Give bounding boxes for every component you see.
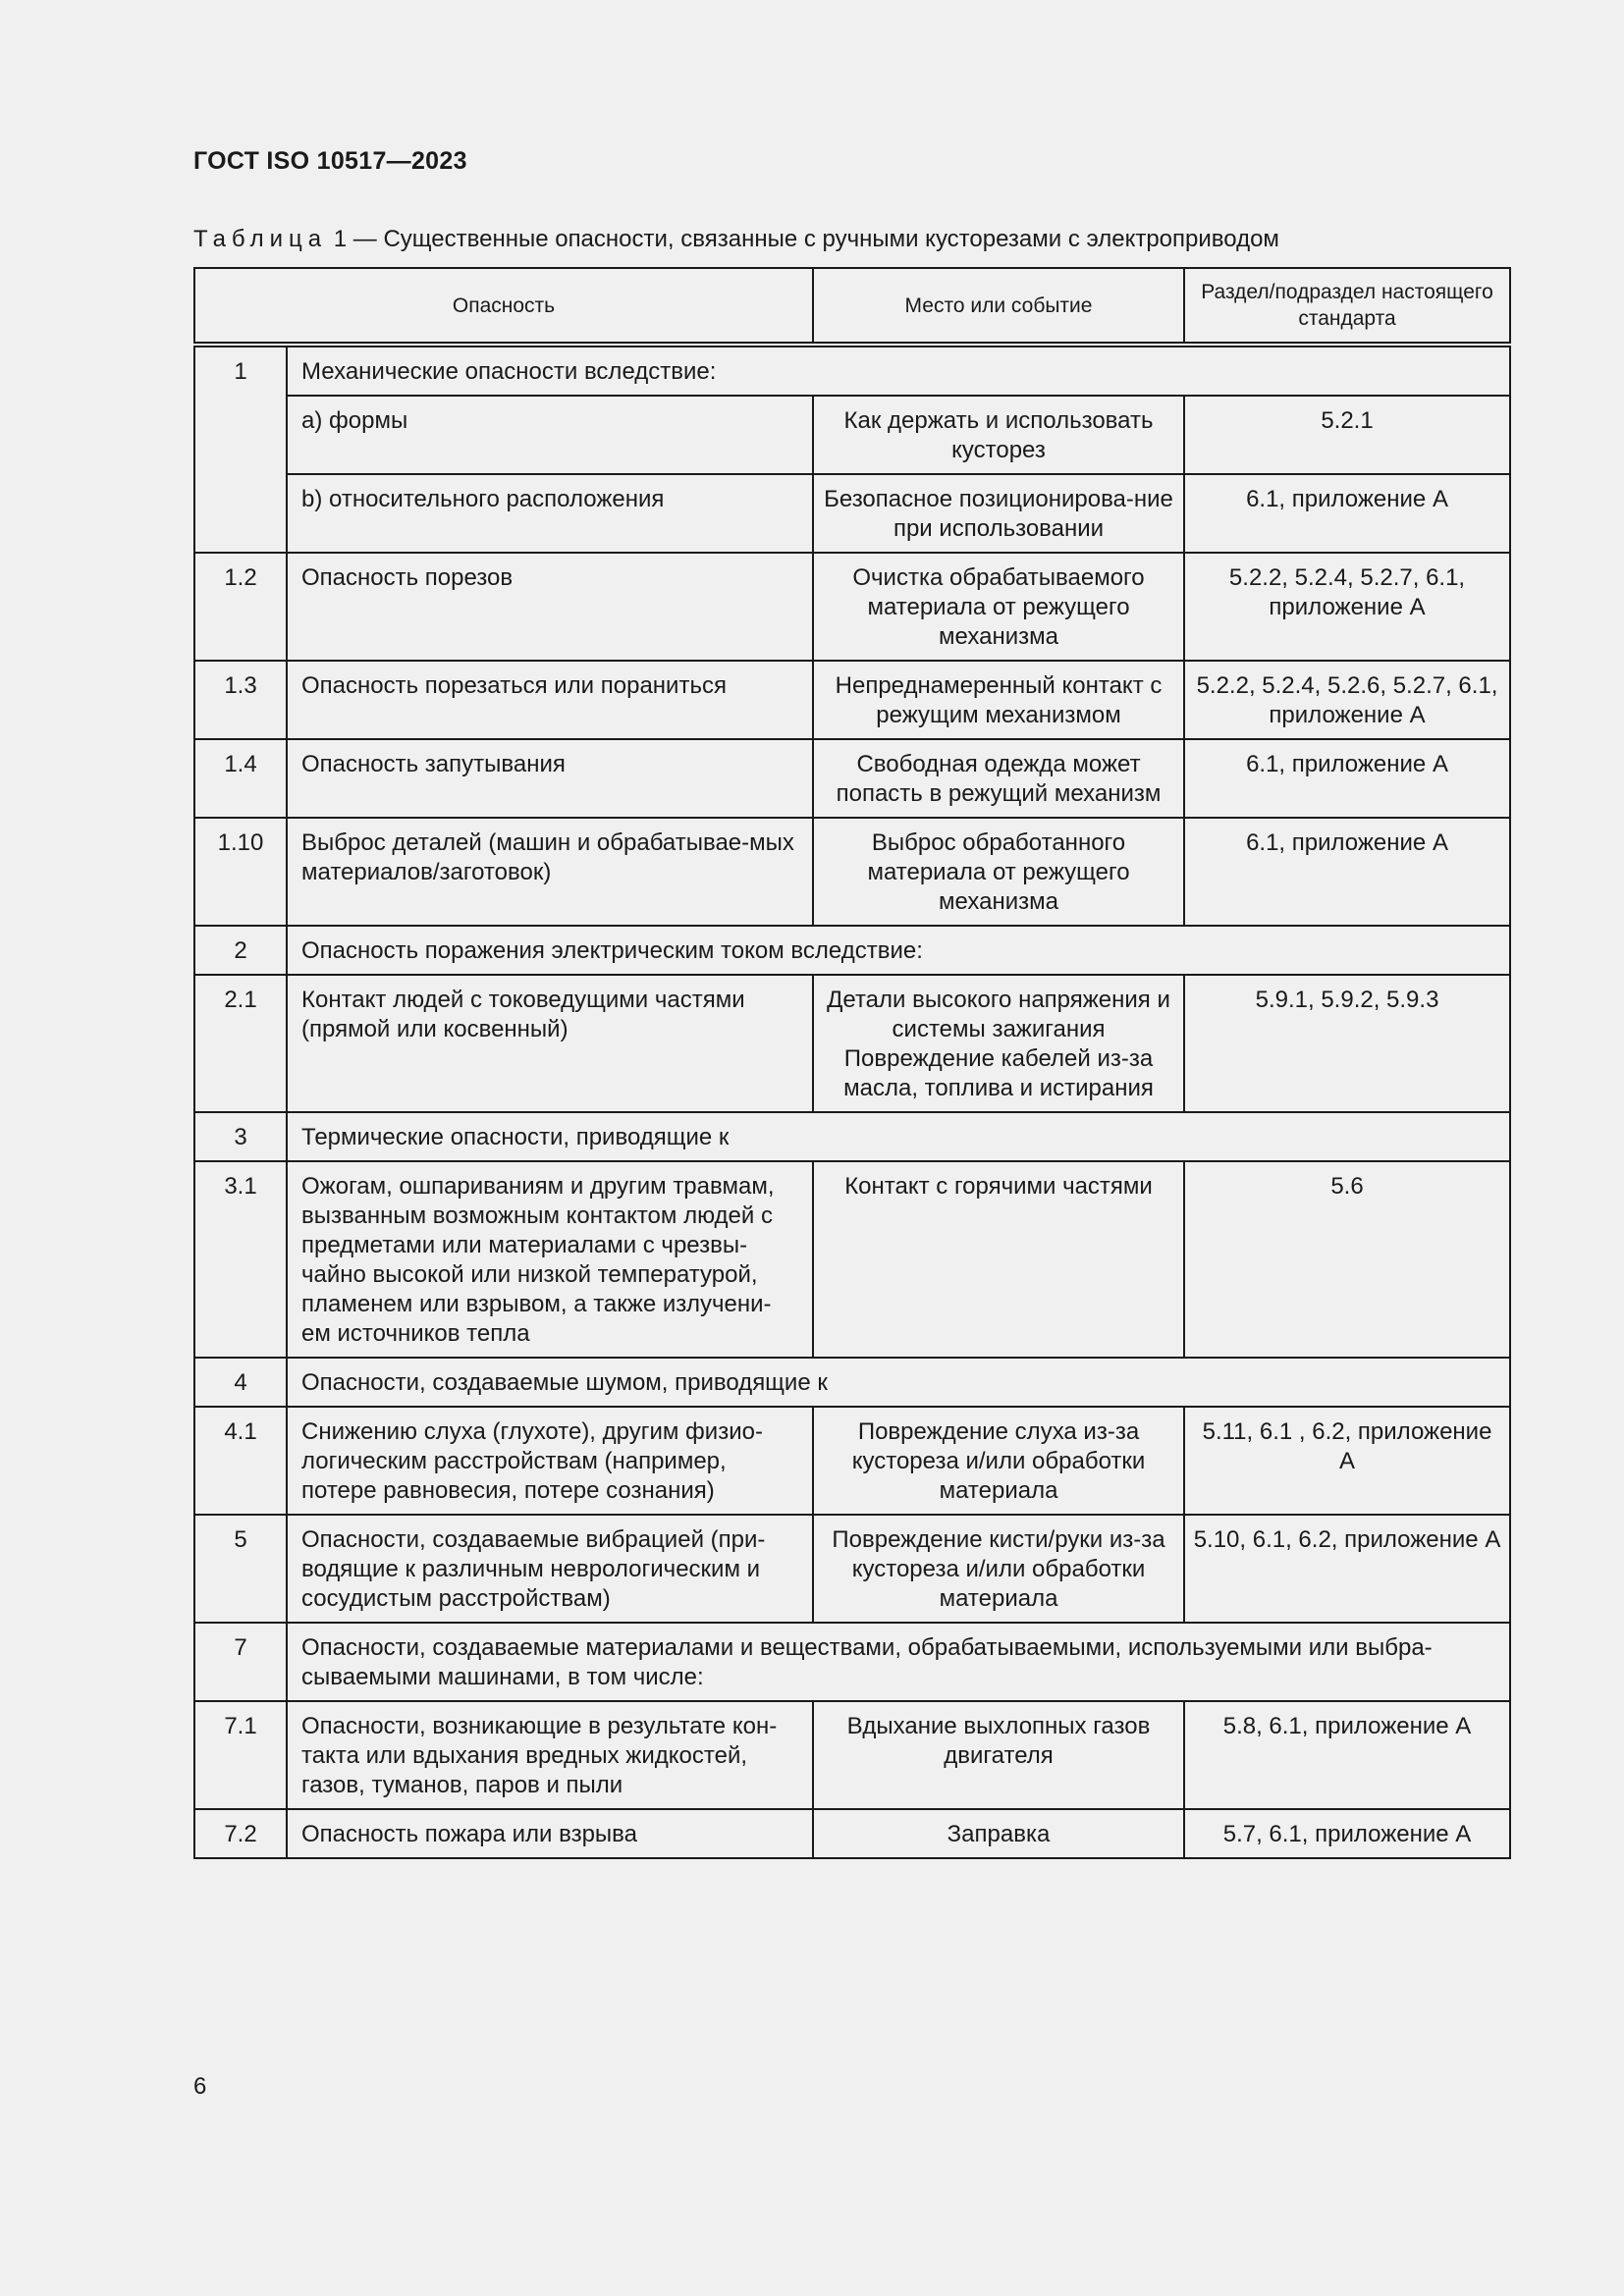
- cell-number: 3.1: [194, 1161, 287, 1358]
- cell-reference: 5.11, 6.1 , 6.2, приложение А: [1184, 1407, 1510, 1515]
- cell-location: Как держать и использовать кусторез: [813, 396, 1184, 474]
- cell-location: Повреждение кисти/руки из-за кустореза и/или обработки материала: [813, 1515, 1184, 1623]
- cell-number: 5: [194, 1515, 287, 1623]
- cell-number: 4.1: [194, 1407, 287, 1515]
- cell-reference: 5.2.1: [1184, 396, 1510, 474]
- table-caption-text: 1 — Существенные опасности, связанные с ручными кусторезами с электроприводом: [333, 226, 1279, 252]
- cell-hazard: Опасность порезаться или пораниться: [287, 661, 813, 739]
- cell-location: Непреднамеренный контакт с режущим механизмом: [813, 661, 1184, 739]
- cell-reference: 5.8, 6.1, приложение А: [1184, 1701, 1510, 1809]
- cell-reference: 5.10, 6.1, 6.2, приложение А: [1184, 1515, 1510, 1623]
- cell-hazard: b) относительного расположения: [287, 474, 813, 553]
- cell-hazard: Опасности, возникающие в результате кон-такта или вдыхания вредных жидкостей, газов, туманов, паров и пыли: [287, 1701, 813, 1809]
- table-row: [194, 553, 1510, 661]
- cell-hazard: Опасности, создаваемые материалами и веществами, обрабатываемыми, используемыми или выбра-сываемыми машинами, в том числе:: [287, 1623, 1510, 1701]
- cell-number: 3: [194, 1112, 287, 1161]
- cell-hazard: Опасность порезов: [287, 553, 813, 661]
- cell-number: 7.1: [194, 1701, 287, 1809]
- hazard-table: [193, 267, 1511, 1859]
- table-row: [194, 1161, 1510, 1358]
- cell-reference: 5.9.1, 5.9.2, 5.9.3: [1184, 975, 1510, 1112]
- cell-hazard: Снижению слуха (глухоте), другим физио-логическим расстройствам (например, потере равновесия, потере сознания): [287, 1407, 813, 1515]
- table-body: [194, 345, 1510, 1858]
- cell-hazard: Опасности, создаваемые шумом, приводящие к: [287, 1358, 1510, 1407]
- header-hazard: Опасность: [194, 268, 813, 345]
- cell-number: 4: [194, 1358, 287, 1407]
- cell-hazard: Термические опасности, приводящие к: [287, 1112, 1510, 1161]
- table-row: [194, 1407, 1510, 1515]
- cell-location: Детали высокого напряжения и системы зажигания Повреждение кабелей из-за масла, топлива и истирания: [813, 975, 1184, 1112]
- cell-reference: 6.1, приложение А: [1184, 474, 1510, 553]
- cell-reference: 5.2.2, 5.2.4, 5.2.7, 6.1, приложение А: [1184, 553, 1510, 661]
- cell-location: Повреждение слуха из-за кустореза и/или обработки материала: [813, 1407, 1184, 1515]
- cell-hazard: Выброс деталей (машин и обрабатывае-мых материалов/заготовок): [287, 818, 813, 926]
- cell-reference: 5.7, 6.1, приложение А: [1184, 1809, 1510, 1858]
- table-row: [194, 926, 1510, 975]
- header-reference: Раздел/подраздел настоящего стандарта: [1184, 268, 1510, 345]
- cell-number: 1.10: [194, 818, 287, 926]
- table-row: [194, 975, 1510, 1112]
- cell-hazard: Опасность пожара или взрыва: [287, 1809, 813, 1858]
- cell-number: 7: [194, 1623, 287, 1701]
- table-row: [194, 1809, 1510, 1858]
- header-location: Место или событие: [813, 268, 1184, 345]
- table-header-row: [194, 268, 1510, 345]
- cell-location: Заправка: [813, 1809, 1184, 1858]
- table-caption-label: Таблица: [193, 226, 328, 252]
- cell-reference: 5.6: [1184, 1161, 1510, 1358]
- cell-reference: 6.1, приложение А: [1184, 818, 1510, 926]
- cell-location: Свободная одежда может попасть в режущий механизм: [813, 739, 1184, 818]
- cell-location: Безопасное позиционирова-ние при использовании: [813, 474, 1184, 553]
- table-row: [194, 1623, 1510, 1701]
- cell-hazard: Ожогам, ошпариваниям и другим травмам, вызванным возможным контактом людей с предметами или материалами с чрезвы-чайно высокой или низкой температурой, пламенем или взрывом, а также излучени-ем источников тепла: [287, 1161, 813, 1358]
- table-row: [194, 1112, 1510, 1161]
- cell-hazard: Опасность запутывания: [287, 739, 813, 818]
- document-id: ГОСТ ISO 10517—2023: [193, 147, 467, 175]
- cell-location: Очистка обрабатываемого материала от режущего механизма: [813, 553, 1184, 661]
- cell-number: 2.1: [194, 975, 287, 1112]
- cell-location: Выброс обработанного материала от режущего механизма: [813, 818, 1184, 926]
- table-row: [194, 1358, 1510, 1407]
- table-row: [194, 1515, 1510, 1623]
- table-row: [194, 818, 1510, 926]
- cell-number: 2: [194, 926, 287, 975]
- cell-hazard: a) формы: [287, 396, 813, 474]
- cell-number: 1.4: [194, 739, 287, 818]
- cell-number: 1.2: [194, 553, 287, 661]
- cell-hazard: Контакт людей с токоведущими частями (прямой или косвенный): [287, 975, 813, 1112]
- cell-location: Вдыхание выхлопных газов двигателя: [813, 1701, 1184, 1809]
- cell-hazard: Опасности, создаваемые вибрацией (при-водящие к различным неврологическим и сосудистым расстройствам): [287, 1515, 813, 1623]
- cell-number: 1.3: [194, 661, 287, 739]
- cell-reference: 6.1, приложение А: [1184, 739, 1510, 818]
- cell-number: 7.2: [194, 1809, 287, 1858]
- cell-hazard: Механические опасности вследствие:: [287, 345, 1510, 396]
- cell-hazard: Опасность поражения электрическим током вследствие:: [287, 926, 1510, 975]
- table-row: [194, 661, 1510, 739]
- table-row: [194, 474, 1510, 553]
- cell-location: Контакт с горячими частями: [813, 1161, 1184, 1358]
- table-row: [194, 396, 1510, 474]
- cell-number: 1: [194, 345, 287, 553]
- page-number: 6: [193, 2073, 207, 2100]
- table-row: [194, 739, 1510, 818]
- table-row: [194, 1701, 1510, 1809]
- table-caption: [193, 226, 1279, 253]
- table-row: [194, 345, 1510, 396]
- cell-reference: 5.2.2, 5.2.4, 5.2.6, 5.2.7, 6.1, приложение А: [1184, 661, 1510, 739]
